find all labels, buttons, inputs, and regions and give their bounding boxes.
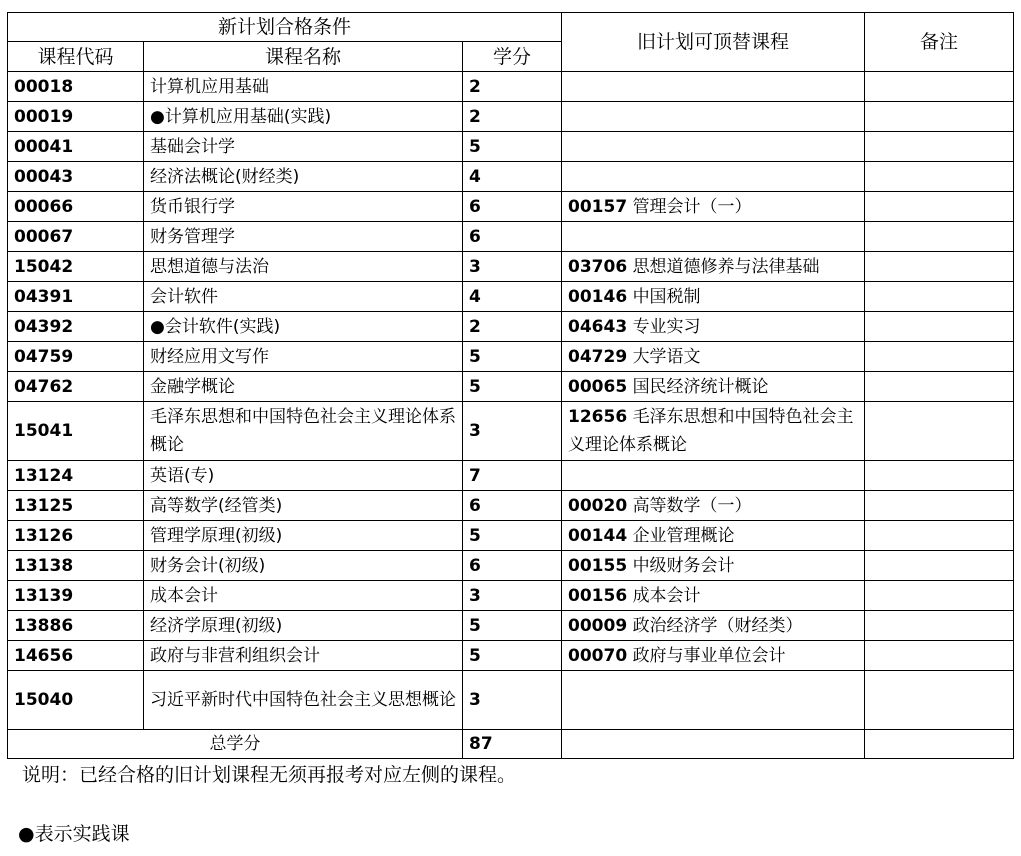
course-name: 政府与非营利组织会计: [144, 641, 463, 671]
course-code: 04391: [8, 282, 144, 312]
total-old-empty: [562, 730, 865, 759]
footnote-explanation: 说明：已经合格的旧计划课程无须再报考对应左侧的课程。: [22, 764, 517, 786]
remarks-cell: [865, 132, 1014, 162]
legend-practice-course: ●表示实践课: [18, 823, 130, 845]
header-new-plan: 新计划合格条件: [8, 13, 562, 42]
table-row: [8, 192, 1014, 222]
replacement-course: [562, 491, 865, 521]
course-name: 财经应用文写作: [144, 342, 463, 372]
remarks-cell: [865, 192, 1014, 222]
header-course-code: 课程代码: [8, 42, 144, 72]
replacement-course: [562, 132, 865, 162]
course-credits: 2: [463, 312, 562, 342]
remarks-cell: [865, 162, 1014, 192]
replacement-course: [562, 312, 865, 342]
course-credits: 5: [463, 342, 562, 372]
replacement-course-name: 政府与事业单位会计: [632, 645, 786, 666]
replacement-course-name: 毛泽东思想和中国特色社会主义理论体系概论: [568, 407, 854, 455]
course-code: 00043: [8, 162, 144, 192]
replacement-course-code: 00065: [568, 376, 628, 397]
replacement-course-code: 04729: [568, 346, 628, 367]
course-credits: 7: [463, 461, 562, 491]
table-row: [8, 521, 1014, 551]
course-code: 13886: [8, 611, 144, 641]
total-credits-value: 87: [463, 730, 562, 759]
course-credits: 6: [463, 222, 562, 252]
remarks-cell: [865, 521, 1014, 551]
replacement-course: [562, 521, 865, 551]
replacement-course-name: 管理会计（一）: [632, 196, 752, 217]
course-code: 00019: [8, 102, 144, 132]
course-credits: 5: [463, 372, 562, 402]
table-row: [8, 402, 1014, 461]
course-name: 金融学概论: [144, 372, 463, 402]
course-code: 13126: [8, 521, 144, 551]
remarks-cell: [865, 402, 1014, 461]
replacement-course-name: 国民经济统计概论: [632, 376, 769, 397]
course-credits: 3: [463, 671, 562, 730]
table-row: [8, 72, 1014, 102]
course-code: 00041: [8, 132, 144, 162]
table-row: [8, 222, 1014, 252]
course-credits: 6: [463, 551, 562, 581]
table-row: [8, 312, 1014, 342]
course-credits: 5: [463, 132, 562, 162]
replacement-course: [562, 342, 865, 372]
course-name: ●会计软件(实践): [144, 312, 463, 342]
course-code: 15042: [8, 252, 144, 282]
table-row: [8, 611, 1014, 641]
course-credits: 3: [463, 581, 562, 611]
replacement-course: [562, 551, 865, 581]
remarks-cell: [865, 342, 1014, 372]
replacement-course-name: 中国税制: [632, 286, 701, 307]
replacement-course: [562, 402, 865, 461]
replacement-course-code: 00146: [568, 286, 628, 307]
course-name: 经济学原理(初级): [144, 611, 463, 641]
remarks-cell: [865, 491, 1014, 521]
table-row: [8, 641, 1014, 671]
replacement-course-code: 00156: [568, 585, 628, 606]
course-credits: 3: [463, 402, 562, 461]
replacement-course-name: 政治经济学（财经类）: [632, 615, 803, 636]
header-course-name: 课程名称: [144, 42, 463, 72]
course-credits: 3: [463, 252, 562, 282]
header-old-plan: 旧计划可顶替课程: [562, 13, 865, 72]
replacement-course-name: 大学语文: [632, 346, 701, 367]
replacement-course: [562, 282, 865, 312]
remarks-cell: [865, 671, 1014, 730]
table-row: [8, 551, 1014, 581]
header-credits: 学分: [463, 42, 562, 72]
course-name: 财务管理学: [144, 222, 463, 252]
replacement-course-name: 中级财务会计: [632, 555, 735, 576]
table-row: [8, 162, 1014, 192]
course-name: 管理学原理(初级): [144, 521, 463, 551]
course-name: 思想道德与法治: [144, 252, 463, 282]
remarks-cell: [865, 312, 1014, 342]
replacement-course-code: 00009: [568, 615, 628, 636]
replacement-course: [562, 671, 865, 730]
course-code: 13124: [8, 461, 144, 491]
course-name: 习近平新时代中国特色社会主义思想概论: [144, 671, 463, 730]
replacement-course-code: 03706: [568, 256, 628, 277]
course-code: 00066: [8, 192, 144, 222]
replacement-course: [562, 162, 865, 192]
course-name: 经济法概论(财经类): [144, 162, 463, 192]
course-credits: 6: [463, 192, 562, 222]
replacement-course: [562, 461, 865, 491]
table-row: [8, 102, 1014, 132]
remarks-cell: [865, 222, 1014, 252]
course-code: 04392: [8, 312, 144, 342]
replacement-course-name: 专业实习: [632, 316, 701, 337]
replacement-course-name: 成本会计: [632, 585, 701, 606]
table-row: [8, 461, 1014, 491]
course-credits: 2: [463, 102, 562, 132]
replacement-course-code: 00070: [568, 645, 628, 666]
replacement-course-code: 00020: [568, 495, 628, 516]
remarks-cell: [865, 252, 1014, 282]
replacement-course: [562, 641, 865, 671]
replacement-course-name: 企业管理概论: [632, 525, 735, 546]
table-row: [8, 671, 1014, 730]
course-name: 货币银行学: [144, 192, 463, 222]
course-name: 会计软件: [144, 282, 463, 312]
replacement-course-name: 思想道德修养与法律基础: [632, 256, 820, 277]
course-name: 成本会计: [144, 581, 463, 611]
course-table: [7, 12, 1014, 759]
table-row: [8, 342, 1014, 372]
course-name: 基础会计学: [144, 132, 463, 162]
course-code: 13125: [8, 491, 144, 521]
table-row: [8, 372, 1014, 402]
remarks-cell: [865, 551, 1014, 581]
table-row: [8, 252, 1014, 282]
course-code: 04762: [8, 372, 144, 402]
replacement-course: [562, 581, 865, 611]
course-credits: 5: [463, 641, 562, 671]
course-name: 高等数学(经管类): [144, 491, 463, 521]
course-code: 14656: [8, 641, 144, 671]
replacement-course: [562, 72, 865, 102]
replacement-course: [562, 252, 865, 282]
header-remarks: 备注: [865, 13, 1014, 72]
course-name: 毛泽东思想和中国特色社会主义理论体系概论: [144, 402, 463, 461]
course-code: 13139: [8, 581, 144, 611]
replacement-course: [562, 372, 865, 402]
course-credits: 4: [463, 282, 562, 312]
course-code: 00018: [8, 72, 144, 102]
remarks-cell: [865, 102, 1014, 132]
remarks-cell: [865, 372, 1014, 402]
remarks-cell: [865, 611, 1014, 641]
remarks-cell: [865, 72, 1014, 102]
course-name: 财务会计(初级): [144, 551, 463, 581]
course-code: 15041: [8, 402, 144, 461]
total-credits-label: 总学分: [8, 730, 463, 759]
replacement-course-code: 04643: [568, 316, 628, 337]
replacement-course: [562, 222, 865, 252]
course-credits: 2: [463, 72, 562, 102]
remarks-cell: [865, 581, 1014, 611]
course-code: 04759: [8, 342, 144, 372]
course-credits: 5: [463, 521, 562, 551]
remarks-cell: [865, 461, 1014, 491]
course-credits: 6: [463, 491, 562, 521]
replacement-course: [562, 102, 865, 132]
course-name: 英语(专): [144, 461, 463, 491]
course-code: 00067: [8, 222, 144, 252]
course-credits: 4: [463, 162, 562, 192]
course-code: 13138: [8, 551, 144, 581]
replacement-course-code: 00157: [568, 196, 628, 217]
table-row: [8, 581, 1014, 611]
table-row: [8, 282, 1014, 312]
course-name: 计算机应用基础: [144, 72, 463, 102]
course-name: ●计算机应用基础(实践): [144, 102, 463, 132]
table-row: [8, 132, 1014, 162]
replacement-course-name: 高等数学（一）: [632, 495, 752, 516]
replacement-course: [562, 611, 865, 641]
course-code: 15040: [8, 671, 144, 730]
replacement-course-code: 00155: [568, 555, 628, 576]
course-credits: 5: [463, 611, 562, 641]
total-remarks-empty: [865, 730, 1014, 759]
replacement-course-code: 12656: [568, 407, 628, 427]
replacement-course-code: 00144: [568, 525, 628, 546]
remarks-cell: [865, 282, 1014, 312]
remarks-cell: [865, 641, 1014, 671]
replacement-course: [562, 192, 865, 222]
table-row: [8, 491, 1014, 521]
